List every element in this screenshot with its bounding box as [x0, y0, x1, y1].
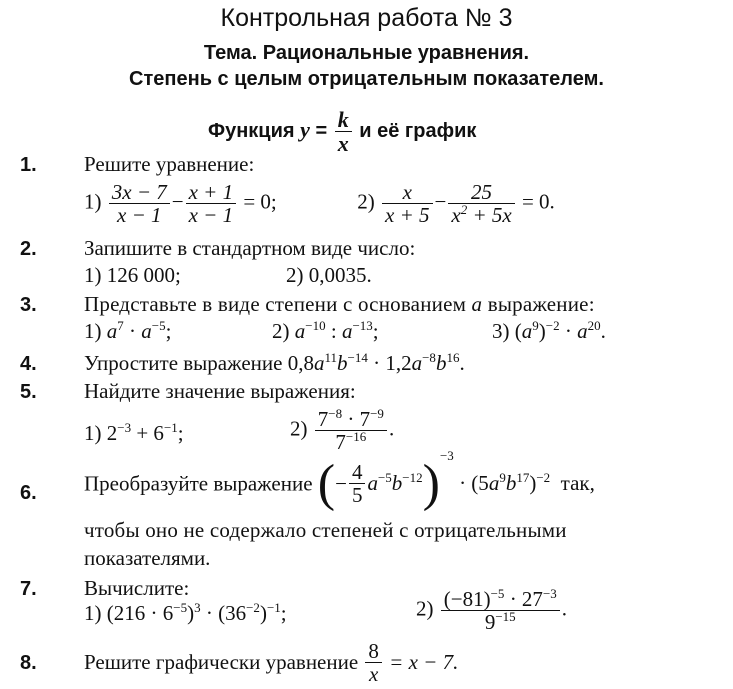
task-7-p2-frac — [441, 588, 560, 633]
page-title: Контрольная работа № 3 — [220, 4, 513, 32]
task-7-p1-label: 1) — [84, 601, 102, 625]
task-8-frac-num: 8 — [365, 640, 382, 663]
task-4-c1: 0,8 — [287, 351, 314, 375]
task-3-p1-base2: a — [141, 319, 152, 343]
task-6-text-b: так, — [560, 471, 595, 496]
topic-text-1: Рациональные уравнения. — [262, 42, 530, 64]
task-6-e4: 17 — [516, 470, 530, 486]
task-5-p2-den — [315, 431, 387, 453]
task-6-b4: b — [505, 471, 517, 496]
task-3-text-a: Представьте в виде степени с основанием — [84, 292, 467, 316]
task-6-outer-exp: −3 — [439, 448, 454, 463]
task-4-number: 4. — [20, 353, 37, 375]
task-5-p2-nmid: · 7 — [342, 407, 371, 431]
task-1-p2-den1: x + 5 — [385, 203, 430, 228]
task-3-text — [84, 292, 595, 317]
task-3-p1-label: 1) — [84, 319, 102, 343]
topic-suffix: и её график — [359, 119, 477, 142]
task-7-p1-b: ) — [187, 601, 195, 625]
task-6-text-a: Преобразуйте выражение — [84, 471, 313, 496]
task-1-number: 1. — [20, 154, 37, 176]
task-7-p1-e1: −5 — [173, 600, 188, 616]
topic-var-y: y — [300, 116, 310, 142]
task-7-p2-na: (−81) — [443, 587, 491, 611]
topic-func-word: Функция — [208, 119, 295, 142]
task-7-p1-e2: 3 — [194, 600, 201, 616]
task-6-b1: a — [367, 471, 378, 496]
task-3-p2-label: 2) — [272, 319, 290, 343]
task-1-p2-tail: = 0. — [521, 189, 555, 214]
task-8-text — [84, 640, 458, 685]
task-3-p2-exp1: −10 — [305, 318, 326, 334]
task-1-parts — [84, 181, 555, 226]
task-5-p2-tail: . — [388, 416, 395, 441]
task-4-e3: −8 — [422, 350, 436, 366]
task-5-p2-ne2: −9 — [370, 406, 384, 422]
task-1-p1-den1: x − 1 — [117, 203, 162, 228]
task-3-p3-tail: . — [600, 319, 606, 343]
task-7-number: 7. — [20, 578, 37, 600]
task-2-p1: 1) 126 000; — [84, 263, 181, 287]
task-1-text: Решите уравнение: — [84, 152, 255, 176]
task-7-p1 — [84, 601, 287, 626]
task-6-big-open-paren: ( — [317, 454, 336, 512]
task-5-p1-mid: + 6 — [131, 421, 164, 445]
task-3-p3-exp-out: −2 — [545, 318, 560, 334]
task-3-p2-base1: a — [294, 319, 306, 343]
topic-fraction — [335, 108, 352, 155]
task-5-p2-db: 7 — [335, 430, 346, 455]
task-1-p1-tail: = 0; — [243, 189, 277, 214]
task-7-p2-label: 2) — [416, 596, 434, 621]
task-6-sign: − — [335, 471, 347, 496]
task-8-frac-den: x — [369, 662, 379, 687]
task-3-p3-close: ) — [538, 319, 546, 343]
task-2-number: 2. — [20, 238, 37, 260]
task-1-p1-label: 1) — [84, 189, 102, 214]
task-3-text-b: выражение: — [487, 292, 595, 316]
task-7-p1-e4: −1 — [266, 600, 281, 616]
task-1-p1-num2: x + 1 — [186, 181, 237, 204]
task-1-p2-frac1 — [382, 181, 433, 226]
task-5-text: Найдите значение выражения: — [84, 379, 356, 403]
task-3-p1-exp2: −5 — [151, 318, 166, 334]
task-5-p1 — [84, 421, 184, 446]
task-2-p2: 2) 0,0035. — [286, 263, 372, 287]
task-4-e2: −14 — [347, 350, 368, 366]
task-7-p2-de: −15 — [495, 609, 516, 625]
task-5-p1-e2: −1 — [163, 420, 178, 436]
task-6-line-1 — [84, 448, 595, 512]
task-7-p2-tail: . — [561, 596, 568, 621]
task-1-p2-den2 — [448, 204, 514, 226]
task-7-text: Вычислите: — [84, 576, 190, 600]
task-5-p2 — [290, 408, 394, 453]
task-6-frac-den: 5 — [351, 483, 363, 508]
topic-eq: = — [315, 119, 328, 142]
task-3-p1-base1: a — [106, 319, 118, 343]
task-5-number: 5. — [20, 381, 37, 403]
task-5-p2-nb1: 7 — [317, 407, 329, 431]
task-4-e4: 16 — [446, 350, 460, 366]
task-7-p1-tail: ; — [280, 601, 287, 625]
task-4-b2: b — [337, 351, 348, 375]
topic-line-3 — [208, 108, 476, 155]
task-5-p1-tail: ; — [177, 421, 184, 445]
task-3-number: 3. — [20, 294, 37, 316]
task-1-p2-num2: 25 — [448, 181, 514, 204]
task-7-p2-num — [441, 588, 560, 611]
task-8-text-a: Решите графически уравнение — [84, 650, 359, 675]
task-7-p2-ne1: −5 — [490, 586, 505, 602]
task-4-b1: a — [313, 351, 325, 375]
task-4-e1: 11 — [324, 350, 337, 366]
topic-line-1 — [0, 42, 733, 65]
task-4-text — [84, 351, 465, 376]
task-5-p2-frac — [315, 408, 387, 453]
task-6-e1: −5 — [377, 470, 392, 486]
task-1-p2-op: − — [434, 189, 447, 214]
task-5-p1-e1: −3 — [117, 420, 132, 436]
task-1-p1-den2: x − 1 — [188, 203, 234, 228]
task-3-p3-mid: · — [559, 319, 578, 343]
task-3-p3 — [492, 319, 606, 344]
task-8-tail: = x − 7. — [389, 650, 459, 675]
task-3-p3-open: ( — [514, 319, 522, 343]
task-6-e5: −2 — [536, 470, 551, 486]
task-6-b3: a — [488, 471, 500, 496]
task-6-big-close-paren: ) — [422, 454, 440, 512]
topic-fraction-den: x — [337, 131, 349, 157]
task-1-p2-den2-exp: 2 — [460, 202, 468, 218]
task-3-p3-exp2: 20 — [587, 318, 601, 334]
task-4-b4: b — [435, 351, 447, 375]
task-3-p1-tail: ; — [165, 319, 172, 343]
task-8-frac — [365, 640, 382, 685]
task-5-p2-de: −16 — [345, 429, 367, 445]
task-1-p1-frac1 — [109, 181, 170, 226]
task-1-p1-num1: 3x − 7 — [109, 181, 170, 204]
task-6-close: ) — [529, 471, 537, 496]
task-1-p1-op: − — [171, 189, 184, 214]
task-7-p1-a: (216 · 6 — [106, 601, 174, 625]
task-4-text-a: Упростите выражение — [84, 351, 283, 375]
task-7-p2 — [416, 588, 567, 633]
task-3-var: a — [471, 292, 483, 316]
task-7-p1-e3: −2 — [246, 600, 260, 616]
task-5-p2-num — [315, 408, 387, 431]
task-7-p1-c: · (36 — [200, 601, 247, 625]
task-6-e2: −12 — [402, 470, 423, 486]
task-6-frac — [349, 461, 366, 506]
task-7-p2-db: 9 — [484, 610, 496, 635]
task-6-line-2: чтобы оно не содержало степеней с отрицательными — [84, 518, 567, 542]
task-1-p2-label: 2) — [357, 189, 375, 214]
task-3-p1-exp1: 7 — [117, 318, 124, 334]
task-3-p3-label: 3) — [492, 319, 510, 343]
task-5-p1-label: 1) — [84, 421, 102, 445]
task-3-p1 — [84, 319, 171, 344]
task-6-line-3: показателями. — [84, 546, 211, 570]
task-1-p2-den2-b: + 5x — [467, 203, 512, 228]
topic-fraction-num: k — [335, 108, 352, 132]
task-6-mid: · (5 — [453, 471, 489, 496]
task-6-number: 6. — [20, 482, 37, 504]
task-3-p2-exp2: −13 — [352, 318, 373, 334]
task-1-p1-frac2 — [186, 181, 237, 226]
task-3-p1-mid: · — [123, 319, 142, 343]
task-4-mid: · 1,2 — [367, 351, 412, 375]
task-5-p1-b1: 2 — [106, 421, 118, 445]
task-6-b2: b — [391, 471, 403, 496]
task-3-p2-tail: ; — [372, 319, 379, 343]
task-2-text: Запишите в стандартном виде число: — [84, 236, 416, 260]
task-1-p2-den2-a: x — [451, 203, 461, 228]
task-6-e3: 9 — [499, 470, 506, 486]
task-1-p2-num1: x — [382, 181, 433, 204]
task-3-p2-base2: a — [341, 319, 353, 343]
task-7-p2-nb: · 27 — [504, 587, 543, 611]
task-5-p2-label: 2) — [290, 416, 308, 441]
task-7-p2-den — [441, 611, 560, 633]
task-3-p3-base1: a — [521, 319, 533, 343]
task-1-p2-frac2 — [448, 181, 514, 226]
task-4-b3: a — [411, 351, 423, 375]
task-4-tail: . — [459, 351, 465, 375]
task-6-frac-num: 4 — [349, 461, 366, 484]
task-7-p2-ne2: −3 — [542, 586, 557, 602]
topic-line-2: Степень с целым отрицательным показателем. — [129, 68, 604, 90]
task-5-p2-ne1: −8 — [328, 406, 343, 422]
task-7-p1-d: ) — [259, 601, 267, 625]
task-3-p2 — [272, 319, 379, 344]
topic-label: Тема. — [203, 42, 258, 64]
task-3-p2-mid: : — [325, 319, 342, 343]
task-3-p3-base2: a — [577, 319, 588, 343]
task-3-p3-exp-in: 9 — [532, 318, 539, 334]
task-8-number: 8. — [20, 652, 37, 674]
